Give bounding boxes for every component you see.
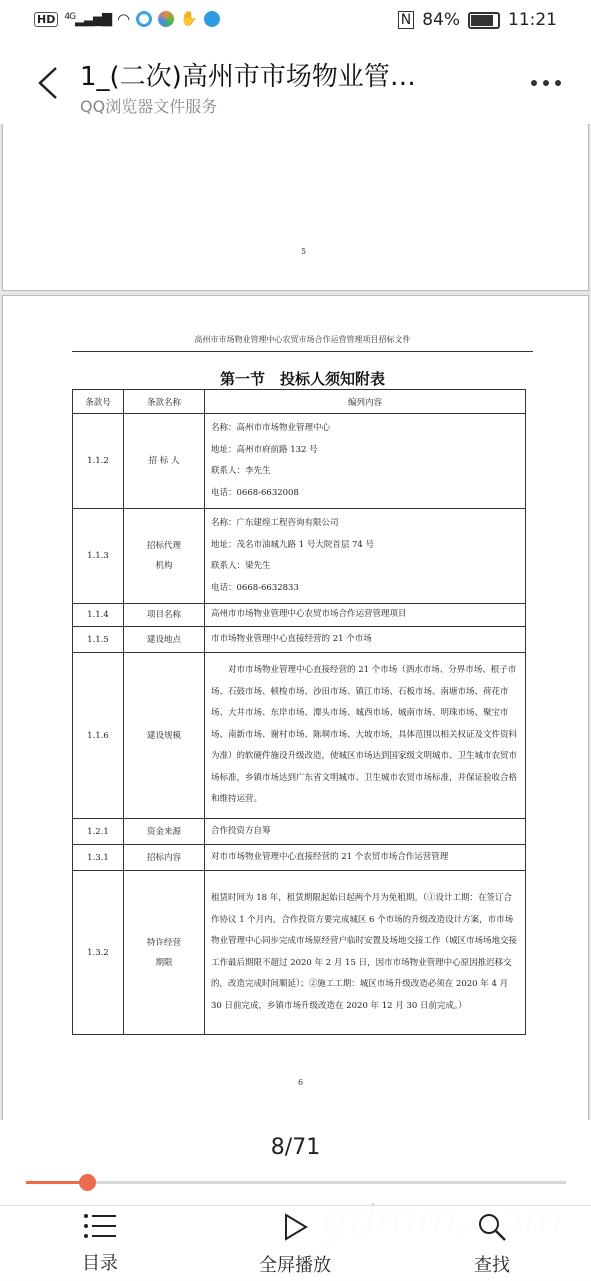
table-row [73,627,526,653]
document-page-prev [2,124,589,291]
page-number: 6 [298,1078,304,1087]
clause-name: 招标代理 机构 [124,509,205,604]
file-source: QQ浏览器文件服务 [80,97,218,116]
browser-icon [204,11,220,27]
clause-name: 特许经营 期限 [124,871,205,1035]
toc-label: 目录 [82,1253,118,1274]
fullscreen-play-button[interactable] [235,1212,355,1277]
header-content: 编列内容 [205,390,526,414]
clause-no: 1.1.5 [73,627,124,653]
clause-no: 1.3.2 [73,871,124,1035]
running-header: 高州市市场物业管理中心农贸市场合作运营管理项目招标文件 [72,334,533,352]
clause-name: 项目名称 [124,604,205,627]
search-button[interactable] [432,1212,552,1277]
search-label: 查找 [474,1255,510,1276]
table-row [73,414,526,509]
play-icon [280,1212,310,1242]
table-row [73,845,526,871]
search-icon [477,1212,507,1242]
clause-content: 对市市场物业管理中心直接经营的 21 个农贸市场合作运营管理 [205,845,526,871]
header-clause-no: 条款号 [73,390,124,414]
clause-content: 市市场物业管理中心直接经营的 21 个市场 [205,627,526,653]
hd-indicator: HD [34,12,58,27]
bottom-toolbar [0,1205,591,1281]
file-title: 1_(二次)高州市市场物业管… [80,62,416,92]
more-menu-icon[interactable] [531,80,561,86]
bidder-notice-table [72,389,526,1035]
wifi-icon: ◠ [117,10,131,28]
page-slider-thumb[interactable] [79,1174,96,1191]
table-header-row [73,390,526,414]
list-icon [83,1212,117,1240]
header-clause-name: 条款名称 [124,390,205,414]
clause-no: 1.1.4 [73,604,124,627]
clause-name: 建设规模 [124,653,205,819]
battery-icon [468,12,500,29]
clause-name: 建设地点 [124,627,205,653]
qq-browser-icon [136,11,152,27]
table-row [73,653,526,819]
clause-no: 1.1.2 [73,414,124,509]
battery-percent: 84% [422,10,460,30]
page-slider-progress [26,1181,87,1184]
back-arrow-icon[interactable] [36,66,60,100]
clause-content: 合作投资方自筹 [205,819,526,845]
toc-button[interactable] [40,1212,160,1275]
table-row [73,871,526,1035]
hand-icon: ✋ [180,11,198,27]
table-row [73,819,526,845]
clause-name: 招 标 人 [124,414,205,509]
clause-content: 高州市市场物业管理中心农贸市场合作运营管理项目 [205,604,526,627]
page-number-prev: 5 [301,247,307,256]
network-type: 4G [64,11,76,22]
clock: 11:21 [508,10,557,30]
status-bar [0,0,591,44]
clause-no: 1.3.1 [73,845,124,871]
table-row [73,509,526,604]
signal-icon: $^{4G}$▂▃▅▇ [64,11,112,27]
fullscreen-label: 全屏播放 [259,1255,331,1276]
page-indicator: 8/71 [270,1135,321,1160]
clause-no: 1.2.1 [73,819,124,845]
clause-content: 名称：高州市市场物业管理中心 地址：高州市府前路 132 号 联系人：李先生 电话：0668-6632008 [205,414,526,509]
clause-name: 资金来源 [124,819,205,845]
clause-no: 1.1.3 [73,509,124,604]
section-title: 第一节 投标人须知附表 [219,370,385,388]
clause-name: 招标内容 [124,845,205,871]
clause-no: 1.1.6 [73,653,124,819]
clause-content: 对市市场物业管理中心直接经营的 21 个市场（泗水市场、分界市场、根子市场、石鼓市场、顿梭市场、沙田市场、镇江市场、石板市场、南塘市场、荷花市场、大井市场、东岸市场、潭头市场、城西市场、城南市场、明珠市场、聚宝市场、南新市场、谢村市场、陈垌市场、大坡市场，具体范围以相关权证及文件资料为准）的软硬件施设升级改造，使城区市场达到国家级文明城市、卫生城市农贸市场标准，乡镇市场达到广东省文明城市、卫生城市农贸市场标准，并保证验收合格和维持运营。 [205,653,526,819]
app-icon [158,11,174,27]
table-row [73,604,526,627]
clause-content: 名称：广东建煌工程咨询有限公司 地址：茂名市油城九路 1 号大院首层 74 号 联系人：梁先生 电话：0668-6632833 [205,509,526,604]
clause-content: 租赁时间为 18 年，租赁期限起始日起两个月为免租期。（①设计工期：在签订合作协议 1 个月内，合作投资方要完成城区 6 个市场的升级改造设计方案，市市场物业管理中心同步完成市场原经营户临时安置及场地交接工作（城区市场场地交接工作最后期限不超过 2020 年 2 月 15 日，因市市场物业管理中心原因推迟移交的，改造完成时间顺延）；②施工工期：城区市场升级改造必须在 2020 年 4 月 30 日前完成，乡镇市场升级改造在 2020 年 12 月 30 日前完成。） [205,871,526,1035]
title-bar [0,44,591,125]
nfc-icon: N [398,11,414,29]
page-slider-track[interactable] [26,1181,566,1184]
